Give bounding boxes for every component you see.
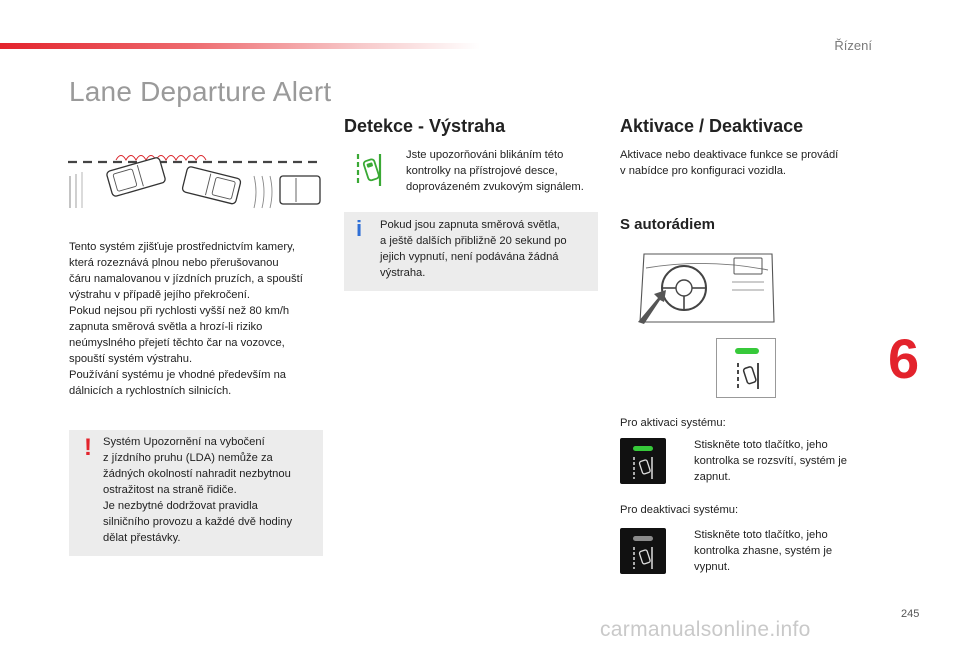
radio-subheading: S autorádiem: [620, 216, 716, 233]
lane-departure-illustration: [66, 146, 324, 212]
deactivate-text: Stiskněte toto tlačítko, jeho kontrolka zhasne, systém je vypnut.: [694, 529, 833, 573]
info-box: [344, 212, 598, 291]
chapter-label: Řízení: [834, 38, 872, 53]
warning-text: Systém Upozornění na vybočení z jízdního pruhu (LDA) nemůže za žádných okolností nahradit nezbytnou ostražitost na straně řidiče. Je nezbytné dodržovat pravidla silničního provozu a každé dvě hodiny dělat přestávky.: [103, 436, 293, 544]
chapter-number: 6: [888, 327, 920, 390]
header-accent-bar: [0, 43, 480, 49]
indicator-lamp-off: [633, 536, 653, 541]
watermark: carmanualsonline.info: [600, 618, 811, 641]
exclamation-icon: !: [84, 434, 92, 461]
page-title: Lane Departure Alert: [69, 76, 332, 107]
activation-heading: Aktivace / Deaktivace: [620, 116, 804, 136]
lane-departure-button-icon: [632, 456, 654, 480]
info-icon: i: [356, 216, 363, 241]
lane-departure-button-icon: [632, 546, 654, 570]
deactivate-label: Pro deaktivaci systému:: [620, 504, 739, 516]
lane-departure-icon: [354, 152, 384, 188]
activation-intro: Aktivace nebo deaktivace funkce se provádí v nabídce pro konfiguraci vozidla.: [620, 149, 839, 177]
deactivation-button[interactable]: [620, 528, 666, 574]
activate-text: Stiskněte toto tlačítko, jeho kontrolka se rozsvítí, systém je zapnut.: [694, 439, 847, 483]
alert-description: Jste upozorňováni blikáním této kontrolky na přístrojové desce, doprovázeném zvukovým signálem.: [406, 149, 584, 193]
warning-box: [69, 430, 323, 556]
dashboard-illustration: [636, 248, 778, 326]
lane-departure-button-icon: [735, 361, 761, 391]
system-description: Tento systém zjišťuje prostřednictvím kamery, která rozeznává plnou nebo přerušovanou čáru namalovanou v jízdních pruzích, a spouští výstrahu v případě jejího překročení. Pokud nejsou při rychlosti vyšší než 80 km/h zapnuta směrová světla a hrozí-li riziko neúmyslného přejetí těchto čar na vozovce, spouští systém výstrahu. Používání systému je vhodné především na dálnicích a rychlostních silnicích.: [69, 241, 303, 397]
page-number: 245: [901, 608, 920, 620]
detection-heading: Detekce - Výstraha: [344, 116, 506, 136]
indicator-lamp-on: [633, 446, 653, 451]
button-closeup: [716, 338, 776, 398]
activate-label: Pro aktivaci systému:: [620, 417, 726, 429]
indicator-lamp-on: [735, 348, 759, 354]
info-text: Pokud jsou zapnuta směrová světla, a ještě dalších přibližně 20 sekund po jejich vypnutí, není podávána žádná výstraha.: [380, 219, 567, 279]
activation-button[interactable]: [620, 438, 666, 484]
